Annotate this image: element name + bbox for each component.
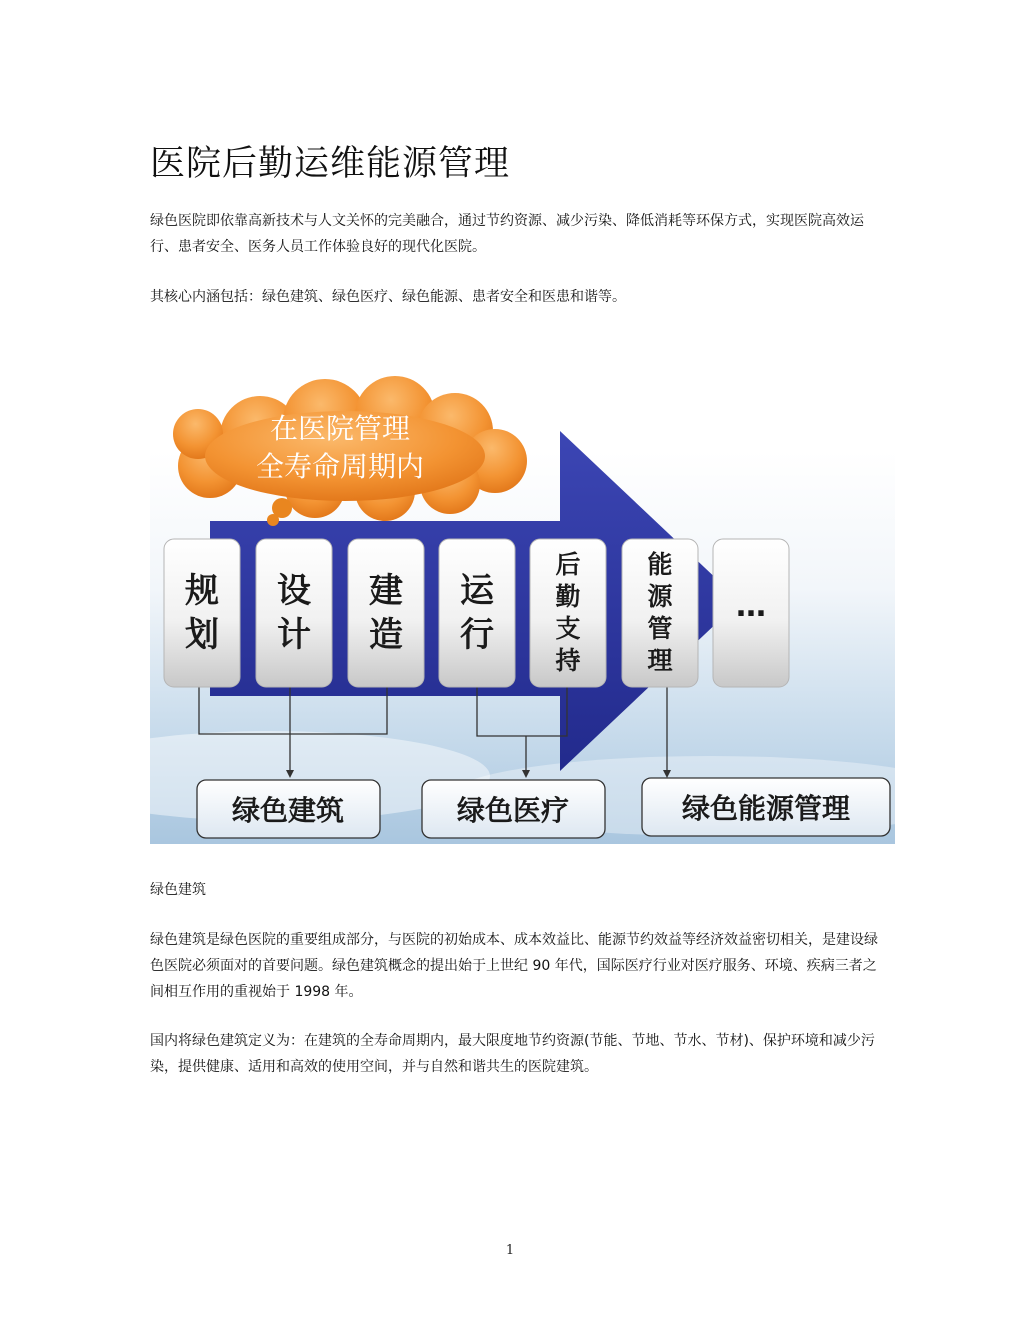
stage-operation-label-1: 运 <box>460 571 494 611</box>
stage-design-label-2: 计 <box>277 615 311 655</box>
stage-logistics-label-1: 后 <box>555 550 581 579</box>
page-number: 1 <box>505 1243 515 1258</box>
stage-construction-box <box>348 539 424 687</box>
cloud-line-2: 全寿命周期内 <box>255 450 425 483</box>
stage-more-box <box>713 539 789 687</box>
stage-energy-label-3: 管 <box>647 614 673 643</box>
group-green-building-box <box>197 780 380 838</box>
page-title: 医院后勤运维能源管理 <box>150 144 511 184</box>
stage-logistics-label-4: 持 <box>555 646 581 675</box>
stage-logistics-label-2: 勤 <box>555 582 581 611</box>
stage-planning-box <box>164 539 240 687</box>
stage-design-box <box>256 539 332 687</box>
group-green-building-label: 绿色建筑 <box>231 794 345 827</box>
stage-logistics-box <box>530 539 606 687</box>
stage-more-label: … <box>736 589 766 624</box>
intro-paragraph-2: 其核心内涵包括：绿色建筑、绿色医疗、绿色能源、患者安全和医患和谐等。 <box>150 289 626 305</box>
stage-energy-label-2: 源 <box>647 582 673 611</box>
cloud-line-1: 在医院管理 <box>269 412 411 445</box>
intro-paragraph-1: 绿色医院即依靠高新技术与人文关怀的完美融合，通过节约资源、减少污染、降低消耗等环保方式，实现医院高效运行、患者安全、医务人员工作体验良好的现代化医院。 <box>150 213 864 255</box>
group-green-medical-label: 绿色医疗 <box>456 794 570 827</box>
group-green-energy-box <box>642 778 890 836</box>
group-green-energy-label: 绿色能源管理 <box>681 792 851 825</box>
stage-operation-box <box>439 539 515 687</box>
section-paragraph-1: 绿色建筑是绿色医院的重要组成部分，与医院的初始成本、成本效益比、能源节约效益等经济效益密切相关，是建设绿色医院必须面对的首要问题。绿色建筑概念的提出始于上世纪 90 年代，国际医疗行业对医疗服务、环境、疾病三者之间相互作用的重视始于 1998 年。 <box>150 932 878 1000</box>
stage-operation-label-2: 行 <box>460 615 494 655</box>
stage-energy-box <box>622 539 698 687</box>
stage-design-label-1: 设 <box>277 571 311 611</box>
stage-logistics-label-3: 支 <box>555 614 581 643</box>
stage-planning-label-2: 划 <box>185 615 219 655</box>
stage-construction-label-2: 造 <box>369 615 403 655</box>
stage-planning-label-1: 规 <box>185 571 219 611</box>
stage-construction-label-1: 建 <box>369 571 403 611</box>
section-paragraph-2: 国内将绿色建筑定义为：在建筑的全寿命周期内，最大限度地节约资源(节能、节地、节水、节材)、保护环境和减少污染，提供健康、适用和高效的使用空间，并与自然和谐共生的医院建筑。 <box>150 1033 875 1075</box>
lifecycle-diagram <box>150 376 895 844</box>
group-green-medical-box <box>422 780 605 838</box>
stage-energy-label-1: 能 <box>647 550 673 579</box>
stage-energy-label-4: 理 <box>647 646 673 675</box>
section-heading: 绿色建筑 <box>150 882 206 898</box>
